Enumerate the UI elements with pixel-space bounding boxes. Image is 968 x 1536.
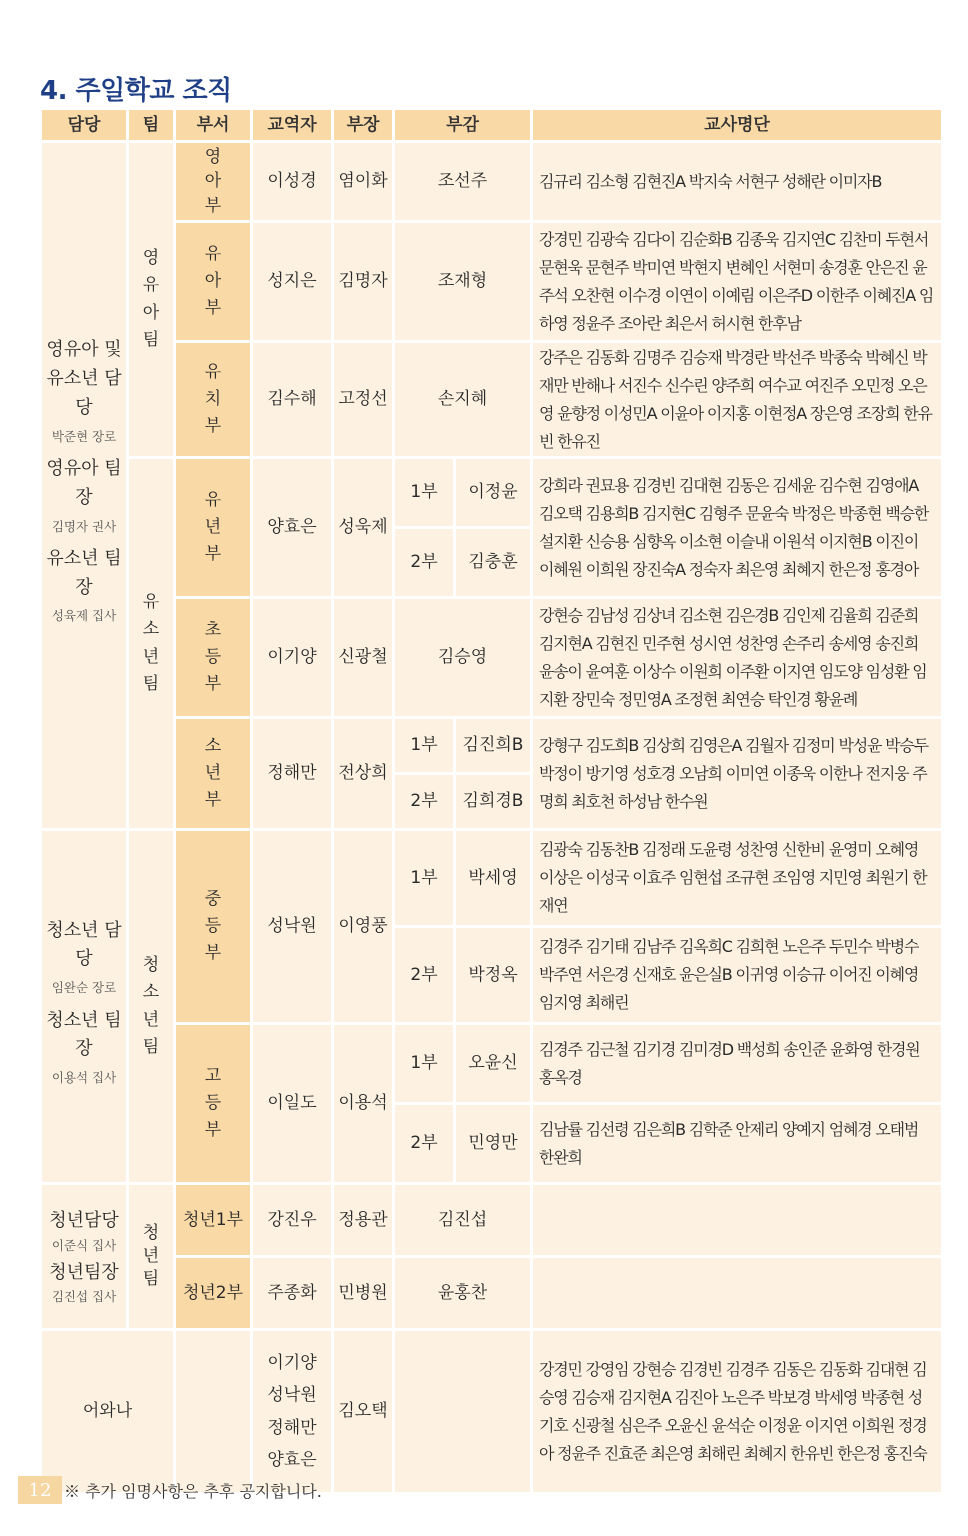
dept-name xyxy=(176,1025,250,1182)
role-label: 청년담당 xyxy=(49,1210,119,1232)
team-char: 팀 xyxy=(142,1036,160,1057)
team-char: 청 xyxy=(142,1223,160,1244)
teacher-list: 강경민 강영임 강현승 김경빈 김경주 김동은 김동화 김대현 김승영 김승재 김지현A 김진아 노은주 박보경 박세영 박종현 성기호 신광철 심은주 오윤신 윤석순 이정윤 이지연 이희원 정경아 정윤주 진효준 최은영 최해린 최혜지 한유빈 한은정 홍진숙 xyxy=(533,1331,941,1492)
awana-pastors xyxy=(253,1331,331,1492)
dept-name: 청년1부 xyxy=(176,1185,250,1255)
dept-char: 부 xyxy=(204,790,222,811)
dept-name xyxy=(176,223,250,340)
team-char: 청 xyxy=(142,955,160,976)
team-char: 아 xyxy=(142,302,160,323)
teacher-list xyxy=(533,1258,941,1328)
charge-group-awana: 어와나 xyxy=(42,1331,173,1492)
dept-name xyxy=(176,459,250,596)
head-name: 민병원 xyxy=(334,1258,392,1328)
teacher-list: 강주은 김동화 김명주 김승재 박경란 박선주 박종숙 박혜신 박재만 반해나 서진수 신수린 양주희 여수교 여진주 오민정 오은영 윤향정 이성민A 이윤아 이지홍 이현정A 장은영 조장희 한유빈 한유진 xyxy=(533,343,941,456)
elder-name: 이준식 집사 xyxy=(51,1238,117,1254)
dept-char: 등 xyxy=(204,915,222,936)
pastor-name: 이기양 xyxy=(253,599,331,716)
dept-char: 부 xyxy=(204,195,222,216)
teacher-list: 강희라 권묘용 김경빈 김대현 김동은 김세윤 김수현 김영애A 김오택 김용희B 김지현C 김형주 문윤숙 박정은 박종현 백승한 설지환 신승용 심향옥 이소현 이슬내 이원석 이지현B 이진이 이혜원 이희원 장진숙A 정숙자 최은영 최혜지 한은정 홍경아 xyxy=(533,459,941,596)
dept-char: 유 xyxy=(204,361,222,382)
part-label: 1부 xyxy=(395,719,453,772)
team-char: 영 xyxy=(142,248,160,269)
pastor-name: 성낙원 xyxy=(267,1385,317,1406)
deputy-name: 이정윤 xyxy=(456,459,530,526)
elder-name: 김진섭 집사 xyxy=(51,1289,117,1305)
team-young-adult xyxy=(129,1185,173,1328)
role-label: 청소년 팀장 xyxy=(46,1009,122,1060)
deputy-name: 김진희B xyxy=(456,719,530,772)
pastor-name: 양효은 xyxy=(267,1449,317,1470)
team-char: 유 xyxy=(142,275,160,296)
team-infant xyxy=(129,143,173,456)
pastor-name: 정해만 xyxy=(253,719,331,828)
dept-name xyxy=(176,719,250,828)
team-char: 소 xyxy=(142,982,160,1003)
dept-char: 치 xyxy=(204,388,222,409)
deputy-name: 김희경B xyxy=(456,775,530,828)
dept-name xyxy=(176,831,250,1022)
deputy-name-empty xyxy=(395,1331,530,1492)
team-char: 년 xyxy=(142,1009,160,1030)
header-pastor: 교역자 xyxy=(253,110,331,140)
deputy-name: 박세영 xyxy=(456,831,530,925)
elder-name: 이용석 집사 xyxy=(51,1070,117,1086)
deputy-name: 손지혜 xyxy=(395,343,530,456)
dept-char: 등 xyxy=(204,1092,222,1113)
head-name: 염이화 xyxy=(334,143,392,220)
part-label: 1부 xyxy=(395,1025,453,1102)
role-label: 영유아 팀장 xyxy=(46,457,122,508)
team-char: 팀 xyxy=(142,1268,160,1289)
deputy-name: 윤홍찬 xyxy=(395,1258,530,1328)
header-head: 부장 xyxy=(334,110,392,140)
dept-char: 소 xyxy=(204,735,222,756)
pastor-name: 강진우 xyxy=(253,1185,331,1255)
dept-char: 등 xyxy=(204,646,222,667)
part-label: 1부 xyxy=(395,459,453,526)
elder-name: 임완순 장로 xyxy=(51,980,117,996)
dept-char: 부 xyxy=(204,416,222,437)
footnote xyxy=(18,1476,322,1504)
dept-char: 부 xyxy=(204,1120,222,1141)
dept-name xyxy=(176,343,250,456)
teacher-list: 김경주 김기태 김남주 김옥희C 김희현 노은주 두민수 박병수 박주연 서은경 신재호 윤은실B 이귀영 이승규 이어진 이혜영 임지영 최해린 xyxy=(533,928,941,1022)
head-name: 정용관 xyxy=(334,1185,392,1255)
dept-char: 아 xyxy=(204,270,222,291)
pastor-name: 성낙원 xyxy=(253,831,331,1022)
elder-name: 성육제 집사 xyxy=(51,608,117,624)
header-deputy: 부감 xyxy=(395,110,530,140)
dept-name xyxy=(176,143,250,220)
teacher-list: 김규리 김소형 김현진A 박지숙 서현구 성해란 이미자B xyxy=(533,143,941,220)
charge-group-children xyxy=(42,143,126,828)
part-label: 2부 xyxy=(395,1105,453,1182)
page-number: 12 xyxy=(18,1476,62,1504)
team-children xyxy=(129,459,173,828)
dept-char: 년 xyxy=(204,516,222,537)
dept-char: 부 xyxy=(204,544,222,565)
dept-name xyxy=(176,599,250,716)
charge-group-young-adult xyxy=(42,1185,126,1328)
teacher-list xyxy=(533,1185,941,1255)
deputy-name: 민영만 xyxy=(456,1105,530,1182)
pastor-name: 주종화 xyxy=(253,1258,331,1328)
dept-char: 유 xyxy=(204,489,222,510)
team-char: 년 xyxy=(142,646,160,667)
dept-char: 유 xyxy=(204,243,222,264)
head-name: 전상희 xyxy=(334,719,392,828)
pastor-name: 이기양 xyxy=(267,1352,317,1373)
pastor-name: 이성경 xyxy=(253,143,331,220)
pastor-name: 이일도 xyxy=(253,1025,331,1182)
team-char: 유 xyxy=(142,592,160,613)
deputy-name: 김충훈 xyxy=(456,529,530,596)
deputy-name: 오윤신 xyxy=(456,1025,530,1102)
dept-char: 중 xyxy=(204,888,222,909)
part-label: 1부 xyxy=(395,831,453,925)
dept-name: 청년2부 xyxy=(176,1258,250,1328)
dept-char: 아 xyxy=(204,171,222,192)
head-name: 고정선 xyxy=(334,343,392,456)
dept-char: 년 xyxy=(204,762,222,783)
deputy-name: 김승영 xyxy=(395,599,530,716)
part-label: 2부 xyxy=(395,529,453,596)
team-char: 팀 xyxy=(142,329,160,350)
pastor-name: 성지은 xyxy=(253,223,331,340)
footnote-text: ※ 추가 임명사항은 추후 공지합니다. xyxy=(64,1481,322,1501)
page-title: 4. 주일학교 조직 xyxy=(40,76,232,106)
head-name: 이영풍 xyxy=(334,831,392,1022)
teacher-list: 김광숙 김동찬B 김정래 도윤령 성찬영 신한비 윤영미 오혜영 이상은 이성국 이효주 임현섭 조규현 조임영 지민영 최원기 한재연 xyxy=(533,831,941,925)
dept-char: 초 xyxy=(204,619,222,640)
dept-char: 고 xyxy=(204,1065,222,1086)
teacher-list: 강경민 김광숙 김다이 김순화B 김종욱 김지연C 김찬미 두현서 문현욱 문현주 박미연 박현지 변혜인 서현미 송경훈 안은진 윤주석 오찬현 이수경 이연이 이예림 이은주D 이한주 이혜진A 임하영 정윤주 조아란 최은서 허시현 한후남 xyxy=(533,223,941,340)
team-char: 년 xyxy=(142,1246,160,1267)
header-team: 팀 xyxy=(129,110,173,140)
part-label: 2부 xyxy=(395,928,453,1022)
teacher-list: 강현승 김남성 김상녀 김소현 김은경B 김인제 김율희 김준희 김지현A 김현진 민주현 성시연 성찬영 손주리 송세영 송진희 윤송이 윤여훈 이상수 이원희 이주환 이지연 임도양 임성환 임지환 장민숙 정민영A 조정현 최연승 탁인경 황윤례 xyxy=(533,599,941,716)
part-label: 2부 xyxy=(395,775,453,828)
charge-group-youth xyxy=(42,831,126,1182)
teacher-list: 강형구 김도희B 김상희 김영은A 김월자 김정미 박성윤 박승두 박정이 방기영 성호경 오남희 이미연 이종욱 이한나 전지웅 주명희 최호천 하성남 한수원 xyxy=(533,719,941,828)
deputy-name: 조재형 xyxy=(395,223,530,340)
header-teachers: 교사명단 xyxy=(533,110,941,140)
team-youth xyxy=(129,831,173,1182)
head-name: 성욱제 xyxy=(334,459,392,596)
elder-name: 김명자 권사 xyxy=(51,518,117,534)
team-char: 팀 xyxy=(142,673,160,694)
role-label: 청년팀장 xyxy=(49,1261,119,1283)
role-label: 영유아 및 유소년 담당 xyxy=(46,339,122,418)
team-char: 소 xyxy=(142,619,160,640)
pastor-name: 김수해 xyxy=(253,343,331,456)
head-name: 신광철 xyxy=(334,599,392,716)
head-name: 김오택 xyxy=(334,1331,392,1492)
teacher-list: 김경주 김근철 김기경 김미경D 백성희 송인준 윤화영 한경원 홍옥경 xyxy=(533,1025,941,1102)
role-label: 유소년 팀장 xyxy=(46,547,122,598)
deputy-name: 박정옥 xyxy=(456,928,530,1022)
dept-char: 영 xyxy=(204,146,222,167)
dept-char: 부 xyxy=(204,943,222,964)
dept-char: 부 xyxy=(204,674,222,695)
elder-name: 박준현 장로 xyxy=(51,428,117,444)
head-name: 김명자 xyxy=(334,223,392,340)
head-name: 이용석 xyxy=(334,1025,392,1182)
header-charge: 담당 xyxy=(42,110,126,140)
deputy-name: 조선주 xyxy=(395,143,530,220)
pastor-name: 양효은 xyxy=(253,459,331,596)
pastor-name: 정해만 xyxy=(267,1417,317,1438)
dept-name-empty xyxy=(176,1331,250,1492)
organization-table xyxy=(42,110,934,1470)
teacher-list: 김남률 김선령 김은희B 김학준 안제리 양예지 엄혜경 오태범 한완희 xyxy=(533,1105,941,1182)
dept-char: 부 xyxy=(204,298,222,319)
role-label: 청소년 담당 xyxy=(46,919,122,970)
header-department: 부서 xyxy=(176,110,250,140)
deputy-name: 김진섭 xyxy=(395,1185,530,1255)
